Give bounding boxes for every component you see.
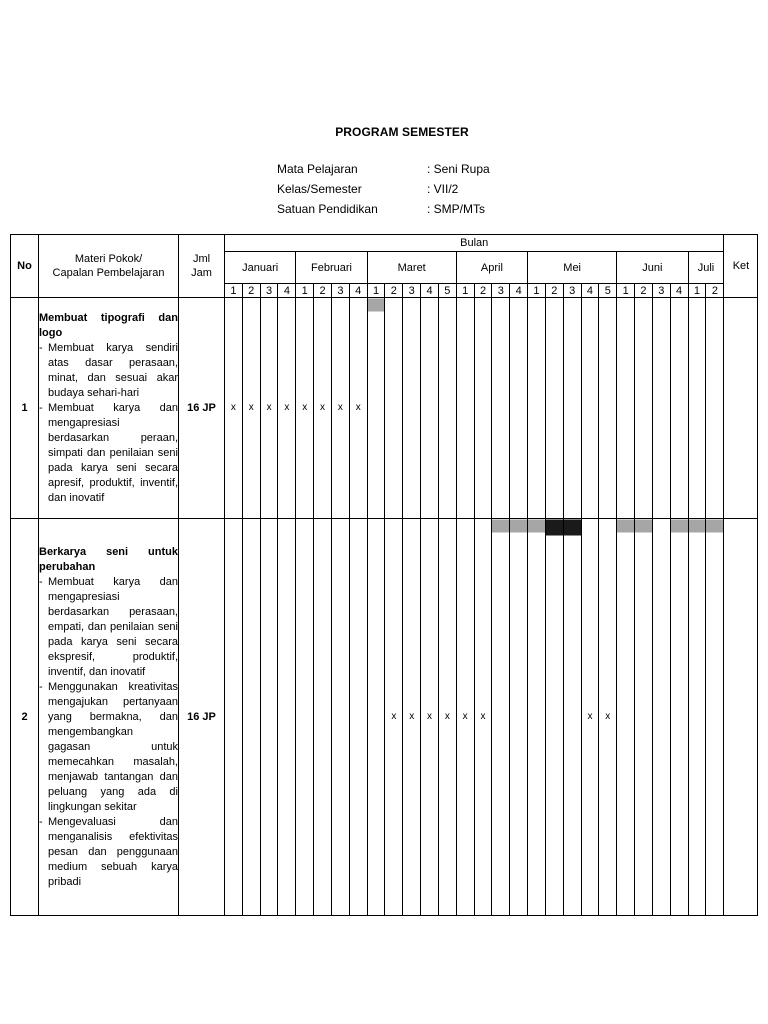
schedule-cell bbox=[724, 519, 758, 916]
week-number: 1 bbox=[528, 284, 546, 298]
header-row bbox=[11, 235, 758, 252]
schedule-cell bbox=[510, 298, 528, 519]
schedule-cell bbox=[563, 298, 581, 519]
materi-cell bbox=[39, 519, 179, 916]
info-label: Satuan Pendidikan bbox=[277, 202, 378, 216]
page-title: PROGRAM SEMESTER bbox=[335, 125, 469, 139]
schedule-cell bbox=[617, 298, 635, 519]
week-number: 2 bbox=[314, 284, 332, 298]
schedule-cell: x bbox=[225, 298, 243, 519]
header-materi-line: Capalan Pembelajaran bbox=[52, 267, 165, 279]
week-number: 1 bbox=[225, 284, 243, 298]
header-materi bbox=[39, 235, 179, 298]
info-value: : SMP/MTs bbox=[427, 202, 486, 216]
week-number: 2 bbox=[474, 284, 492, 298]
schedule-cell: x bbox=[349, 298, 367, 519]
week-number: 2 bbox=[242, 284, 260, 298]
header-no: No bbox=[11, 235, 39, 298]
month-januari: Januari bbox=[225, 252, 296, 284]
schedule-cell-shaded bbox=[617, 519, 635, 916]
schedule-cell-shaded bbox=[688, 519, 706, 916]
schedule-cell bbox=[367, 519, 385, 916]
schedule-cell bbox=[581, 298, 599, 519]
schedule-cell bbox=[652, 298, 670, 519]
schedule-cell bbox=[385, 298, 403, 519]
jml-jam-value: 16 JP bbox=[179, 519, 225, 916]
info-value: : Seni Rupa bbox=[427, 162, 490, 176]
schedule-cell bbox=[474, 298, 492, 519]
table-row bbox=[11, 298, 758, 519]
schedule-cell: x bbox=[403, 519, 421, 916]
week-number: 3 bbox=[652, 284, 670, 298]
schedule-cell: x bbox=[385, 519, 403, 916]
schedule-cell: x bbox=[242, 298, 260, 519]
week-number: 3 bbox=[563, 284, 581, 298]
schedule-cell bbox=[635, 298, 653, 519]
header-jml-jam-line: Jam bbox=[191, 267, 212, 279]
week-number: 3 bbox=[331, 284, 349, 298]
week-number: 5 bbox=[599, 284, 617, 298]
info-label: Mata Pelajaran bbox=[277, 162, 358, 176]
week-number: 2 bbox=[545, 284, 563, 298]
header-materi-line: Materi Pokok/ bbox=[74, 253, 143, 265]
week-number: 1 bbox=[688, 284, 706, 298]
header-ket: Ket bbox=[724, 235, 758, 298]
week-number: 4 bbox=[278, 284, 296, 298]
schedule-cell-dark bbox=[563, 519, 581, 916]
month-maret: Maret bbox=[367, 252, 456, 284]
schedule-cell-dark bbox=[545, 519, 563, 916]
jml-jam-value: 16 JP bbox=[179, 298, 225, 519]
schedule-cell bbox=[349, 519, 367, 916]
week-number: 3 bbox=[260, 284, 278, 298]
table-row bbox=[11, 519, 758, 916]
schedule-cell: x bbox=[331, 298, 349, 519]
row-number: 1 bbox=[11, 298, 39, 519]
schedule-cell bbox=[331, 519, 349, 916]
month-april: April bbox=[456, 252, 527, 284]
week-number: 1 bbox=[617, 284, 635, 298]
info-label: Kelas/Semester bbox=[277, 182, 362, 196]
week-number: 1 bbox=[367, 284, 385, 298]
semester-table bbox=[10, 234, 758, 916]
schedule-cell: x bbox=[260, 298, 278, 519]
schedule-cell bbox=[528, 298, 546, 519]
schedule-cell: x bbox=[278, 298, 296, 519]
schedule-cell bbox=[242, 519, 260, 916]
materi-heading: Berkarya seni untuk perubahan bbox=[39, 545, 178, 573]
week-number: 4 bbox=[349, 284, 367, 298]
schedule-cell-shaded bbox=[510, 519, 528, 916]
schedule-cell bbox=[225, 519, 243, 916]
week-number: 3 bbox=[492, 284, 510, 298]
month-mei: Mei bbox=[528, 252, 617, 284]
schedule-cell: x bbox=[474, 519, 492, 916]
materi-item: - Menggunakan kreativitas mengajukan pertanyaan yang bermakna, dan mengembangkan gagasan untuk memecahkan masalah, menjawab tantangan dan peluang yang ada di lingkungan sekitar bbox=[39, 680, 178, 815]
week-number: 3 bbox=[403, 284, 421, 298]
materi-item: - Mengevaluasi dan menganalisis efektivitas pesan dan penggunaan medium sebuah karya pribadi bbox=[39, 815, 178, 890]
header-jml-jam bbox=[179, 235, 225, 298]
week-number: 4 bbox=[670, 284, 688, 298]
schedule-cell bbox=[652, 519, 670, 916]
schedule-cell bbox=[724, 298, 758, 519]
schedule-cell: x bbox=[581, 519, 599, 916]
schedule-cell: x bbox=[296, 298, 314, 519]
week-number: 2 bbox=[635, 284, 653, 298]
schedule-cell bbox=[278, 519, 296, 916]
schedule-cell bbox=[545, 298, 563, 519]
schedule-cell bbox=[456, 298, 474, 519]
schedule-cell bbox=[688, 298, 706, 519]
schedule-cell-shaded bbox=[635, 519, 653, 916]
week-number: 2 bbox=[706, 284, 724, 298]
schedule-cell bbox=[492, 298, 510, 519]
month-februari: Februari bbox=[296, 252, 367, 284]
schedule-cell bbox=[296, 519, 314, 916]
materi-cell bbox=[39, 298, 179, 519]
materi-heading: Membuat tipografi dan logo bbox=[39, 311, 178, 339]
week-number: 2 bbox=[385, 284, 403, 298]
materi-item: - Membuat karya sendiri atas dasar perasaan, minat, dan sesuai akar budaya sehari-hari bbox=[39, 341, 178, 401]
header-jml-jam-line: Jml bbox=[192, 253, 211, 265]
schedule-cell bbox=[403, 298, 421, 519]
week-number: 1 bbox=[296, 284, 314, 298]
month-juli: Juli bbox=[688, 252, 724, 284]
month-juni: Juni bbox=[617, 252, 688, 284]
schedule-cell bbox=[706, 298, 724, 519]
schedule-cell bbox=[421, 298, 439, 519]
schedule-cell-shaded bbox=[367, 298, 385, 519]
row-number: 2 bbox=[11, 519, 39, 916]
week-number: 4 bbox=[581, 284, 599, 298]
schedule-cell bbox=[670, 298, 688, 519]
schedule-cell-shaded bbox=[670, 519, 688, 916]
info-value: : VII/2 bbox=[427, 182, 459, 196]
schedule-cell: x bbox=[314, 298, 332, 519]
schedule-cell: x bbox=[438, 519, 456, 916]
schedule-cell: x bbox=[456, 519, 474, 916]
schedule-cell-shaded bbox=[706, 519, 724, 916]
schedule-cell: x bbox=[599, 519, 617, 916]
header-bulan: Bulan bbox=[225, 235, 724, 252]
schedule-cell bbox=[260, 519, 278, 916]
week-number: 1 bbox=[456, 284, 474, 298]
schedule-cell: x bbox=[421, 519, 439, 916]
schedule-cell bbox=[599, 298, 617, 519]
schedule-cell bbox=[438, 298, 456, 519]
materi-item: - Membuat karya dan mengapresiasi berdasarkan peraan, simpati dan penilaian seni pada karya seni secara apresif, produktif, inventif, dan inovatif bbox=[39, 401, 178, 506]
materi-item: - Membuat karya dan mengapresiasi berdasarkan perasaan, empati, dan penilaian seni pada karya seni secara ekspresif, produktif, inventif, dan inovatif bbox=[39, 575, 178, 680]
schedule-cell-shaded bbox=[528, 519, 546, 916]
schedule-cell-shaded bbox=[492, 519, 510, 916]
week-number: 4 bbox=[421, 284, 439, 298]
week-number: 4 bbox=[510, 284, 528, 298]
schedule-cell bbox=[314, 519, 332, 916]
week-number: 5 bbox=[438, 284, 456, 298]
